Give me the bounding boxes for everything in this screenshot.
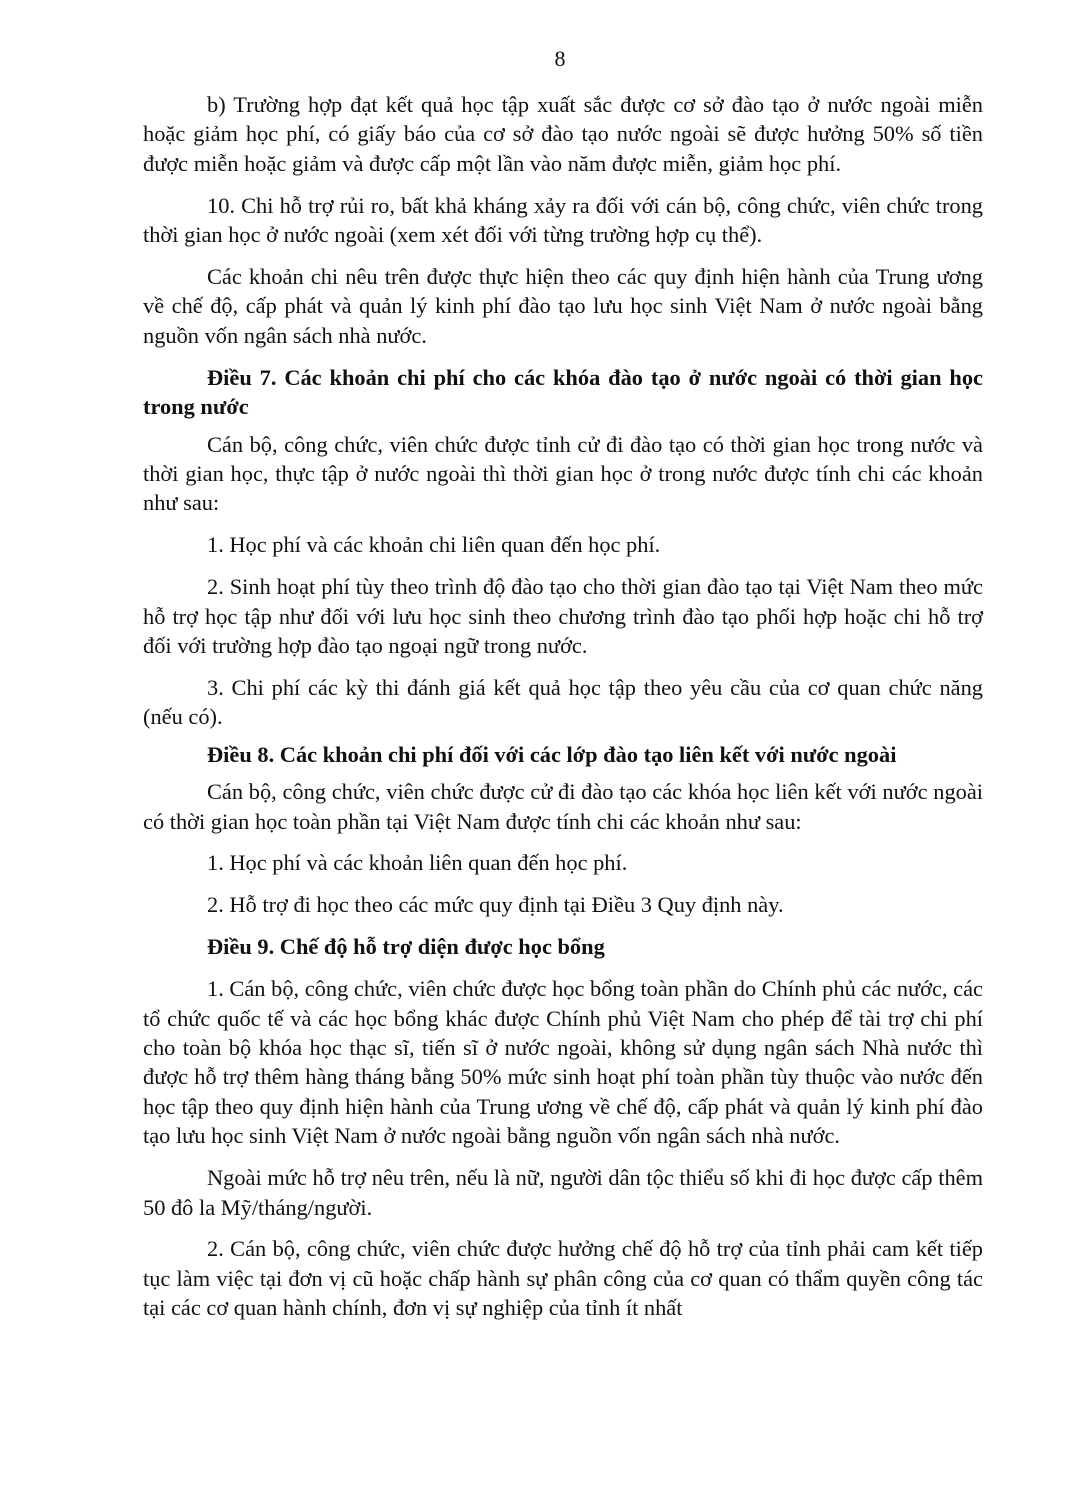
article-8-intro: Cán bộ, công chức, viên chức được cử đi đào tạo các khóa học liên kết với nước ngoài có thời gian học toàn phần tại Việt Nam được tính chi các khoản như sau: xyxy=(143,779,983,834)
article-8-item-2: 2. Hỗ trợ đi học theo các mức quy định tại Điều 3 Quy định này. xyxy=(207,892,784,918)
article-8-heading: Điều 8. Các khoản chi phí đối với các lớp đào tạo liên kết với nước ngoài xyxy=(207,741,897,767)
article-7-heading: Điều 7. Các khoản chi phí cho các khóa đào tạo ở nước ngoài có thời gian học trong nước xyxy=(143,364,983,420)
article-8-item-1: 1. Học phí và các khoản liên quan đến học phí. xyxy=(207,850,628,876)
article-9-extra-support: Ngoài mức hỗ trợ nêu trên, nếu là nữ, người dân tộc thiểu số khi đi học được cấp thêm 50 đô la Mỹ/tháng/người. xyxy=(143,1165,983,1220)
article-9-item-2: 2. Cán bộ, công chức, viên chức được hưởng chế độ hỗ trợ của tỉnh phải cam kết tiếp tục làm việc tại đơn vị cũ hoặc chấp hành sự phân công của cơ quan có thẩm quyền công tác tại các cơ quan hành chính, đơn vị sự nghiệp của tỉnh ít nhất xyxy=(143,1236,983,1321)
article-9-heading: Điều 9. Chế độ hỗ trợ diện được học bổng xyxy=(207,934,605,960)
article-7-intro: Cán bộ, công chức, viên chức được tỉnh cử đi đào tạo có thời gian học trong nước và thời gian học, thực tập ở nước ngoài thì thời gian học ở trong nước được tính chi các khoản như sau: xyxy=(143,431,983,516)
page-number: 8 xyxy=(554,46,566,71)
paragraph-regulation-note: Các khoản chi nêu trên được thực hiện theo các quy định hiện hành của Trung ương về chế độ, cấp phát và quản lý kinh phí đào tạo lưu học sinh Việt Nam ở nước ngoài bằng nguồn vốn ngân sách nhà nước. xyxy=(143,264,983,348)
paragraph-10-risk-support: 10. Chi hỗ trợ rủi ro, bất khả kháng xảy ra đối với cán bộ, công chức, viên chức trong thời gian học ở nước ngoài (xem xét đối với từng trường hợp cụ thể). xyxy=(143,192,983,248)
article-7-item-1: 1. Học phí và các khoản chi liên quan đến học phí. xyxy=(207,532,661,558)
article-7-item-2: 2. Sinh hoạt phí tùy theo trình độ đào tạo cho thời gian đào tạo tại Việt Nam theo mức hỗ trợ học tập như đối với lưu học sinh theo chương trình đào tạo phối hợp hoặc chi hỗ trợ đối với trường hợp đào tạo ngoại ngữ trong nước. xyxy=(143,574,983,658)
article-7-item-3: 3. Chi phí các kỳ thi đánh giá kết quả học tập theo yêu cầu của cơ quan chức năng (nếu có). xyxy=(143,674,983,730)
paragraph-9b-excellent-results: b) Trường hợp đạt kết quả học tập xuất sắc được cơ sở đào tạo ở nước ngoài miễn hoặc giảm học phí, có giấy báo của cơ sở đào tạo nước ngoài sẽ được hưởng 50% số tiền được miễn hoặc giảm và được cấp một lần vào năm được miễn, giảm học phí. xyxy=(143,92,983,176)
document-body xyxy=(143,90,983,1335)
article-9-item-1: 1. Cán bộ, công chức, viên chức được học bổng toàn phần do Chính phủ các nước, các tổ chức quốc tế và các học bổng khác được Chính phủ Việt Nam cho phép để tài trợ chi phí cho toàn bộ khóa học thạc sĩ, tiến sĩ ở nước ngoài, không sử dụng ngân sách Nhà nước thì được hỗ trợ thêm hàng tháng bằng 50% mức sinh hoạt phí toàn phần tùy thuộc vào nước đến học tập theo quy định hiện hành của Trung ương về chế độ, cấp phát và quản lý kinh phí đào tạo lưu học sinh Việt Nam ở nước ngoài bằng nguồn vốn ngân sách nhà nước. xyxy=(143,976,983,1149)
